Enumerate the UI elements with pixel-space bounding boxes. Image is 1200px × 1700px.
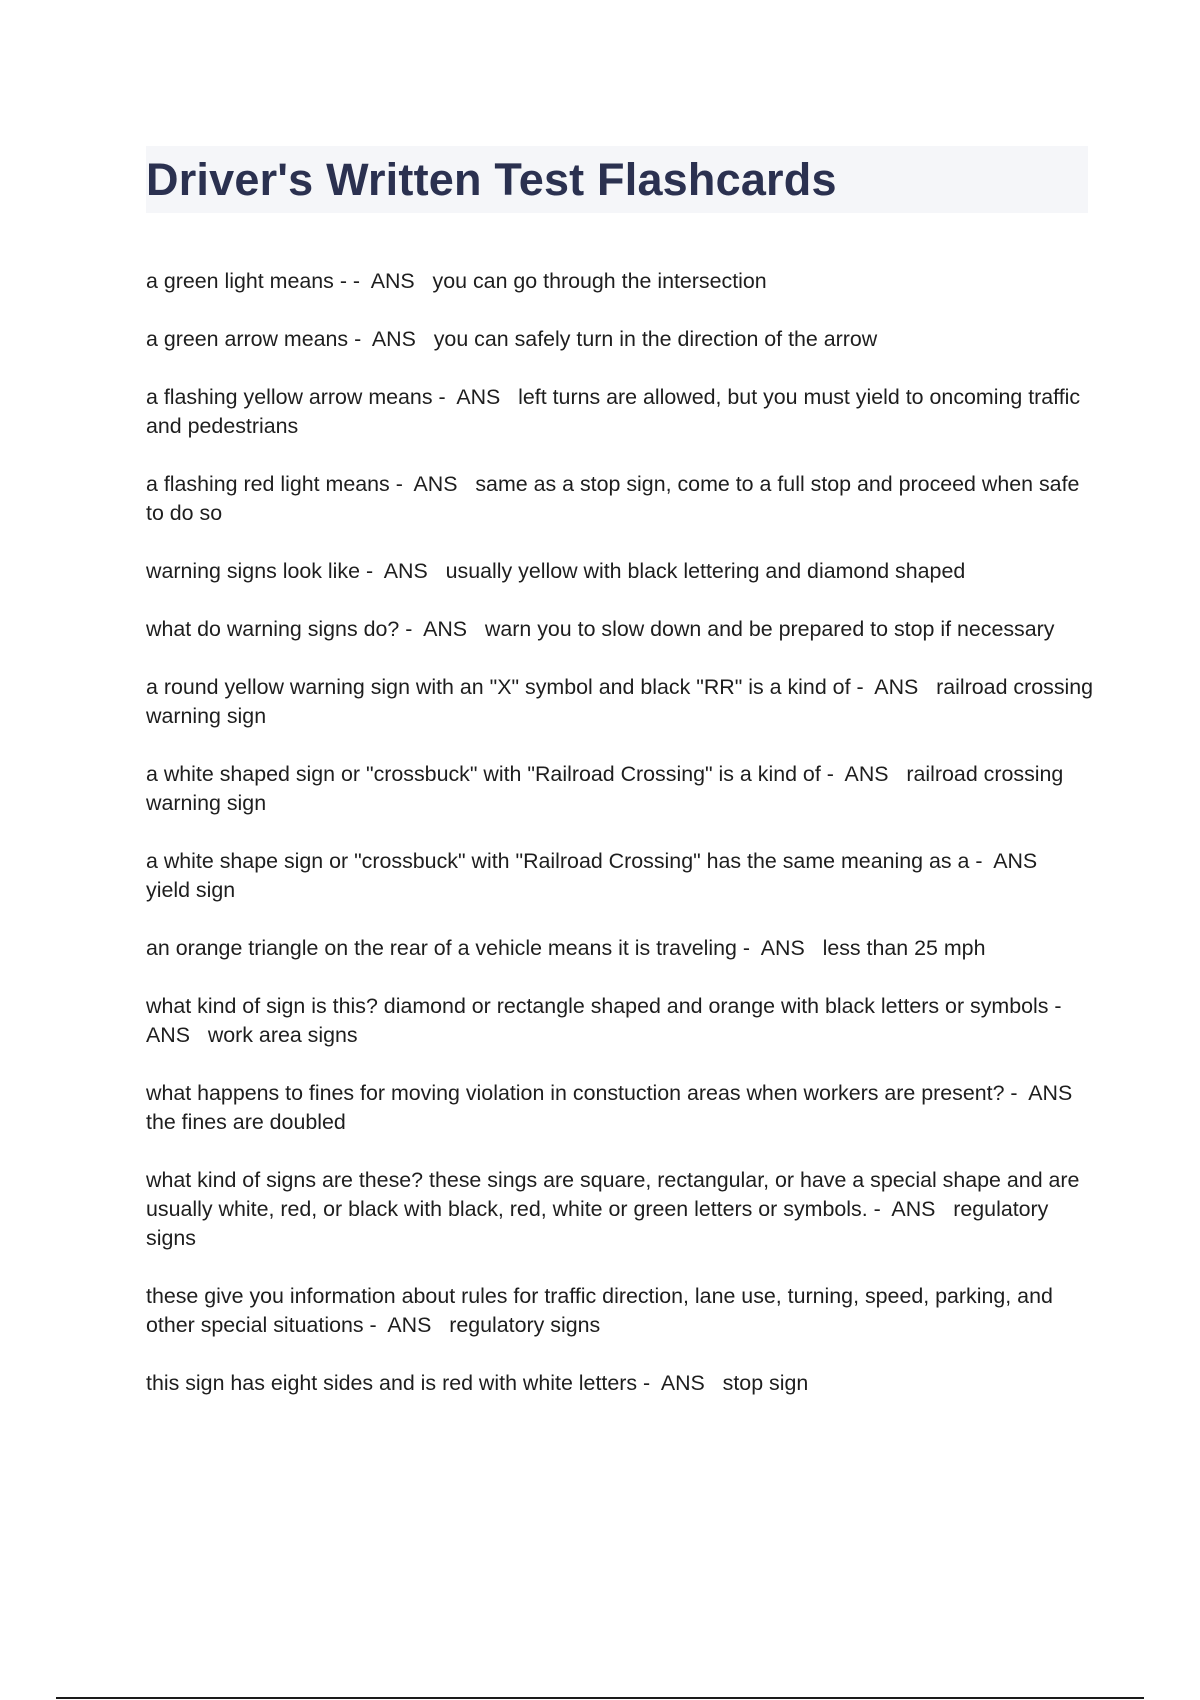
flashcard-item xyxy=(146,673,1100,731)
flashcard-answer: less than 25 mph xyxy=(822,936,986,960)
flashcard-answer: left turns are allowed, but you must yield to oncoming traffic and pedestrians xyxy=(146,385,1087,438)
flashcard-question: what do warning signs do? - xyxy=(146,617,413,641)
flashcard-item xyxy=(146,1282,1096,1340)
flashcard-answer: regulatory signs xyxy=(146,1197,1055,1250)
flashcard-answer: usually yellow with black lettering and diamond shaped xyxy=(445,559,966,583)
flashcard-answer: you can safely turn in the direction of the arrow xyxy=(433,327,878,351)
flashcard-question: what kind of sign is this? diamond or rectangle shaped and orange with black letters or symbols - xyxy=(146,994,1062,1018)
flashcard-ans-marker: ANS xyxy=(402,472,476,496)
flashcard-ans-marker: ANS xyxy=(445,385,519,409)
flashcard-ans-marker: ANS xyxy=(146,994,1073,1047)
flashcard-question: a green light means - - xyxy=(146,269,361,293)
page-title: Driver's Written Test Flashcards xyxy=(146,154,837,205)
footer-divider xyxy=(56,1697,1144,1699)
flashcard-answer: same as a stop sign, come to a full stop and proceed when safe to do so xyxy=(146,472,1086,525)
flashcard-item xyxy=(146,325,1096,354)
flashcard-item xyxy=(146,470,1096,528)
flashcard-answer: regulatory signs xyxy=(449,1313,601,1337)
flashcard-list xyxy=(146,267,1100,1427)
flashcard-question: an orange triangle on the rear of a vehicle means it is traveling - xyxy=(146,936,751,960)
flashcard-ans-marker: ANS xyxy=(863,675,937,699)
flashcard-ans-marker: ANS xyxy=(833,762,907,786)
flashcard-question: what happens to fines for moving violation in constuction areas when workers are present? - xyxy=(146,1081,1018,1105)
flashcard-answer: yield sign xyxy=(146,878,236,902)
flashcard-item xyxy=(146,992,1096,1050)
flashcard-ans-marker: ANS xyxy=(360,269,433,293)
flashcard-ans-marker: ANS xyxy=(1017,1081,1091,1105)
flashcard-ans-marker: ANS xyxy=(650,1371,723,1395)
flashcard-item xyxy=(146,383,1096,441)
flashcard-ans-marker: ANS xyxy=(373,559,446,583)
flashcard-question: what kind of signs are these? these sings are square, rectangular, or have a special shape and are usually white, red, or black with black, red, white or green letters or symbols. - xyxy=(146,1168,1086,1221)
flashcard-item xyxy=(146,1166,1096,1253)
flashcard-item xyxy=(146,1079,1096,1137)
flashcard-answer: work area signs xyxy=(207,1023,358,1047)
flashcard-ans-marker: ANS xyxy=(982,849,1056,873)
flashcard-question: a white shaped sign or "crossbuck" with "Railroad Crossing" is a kind of - xyxy=(146,762,834,786)
flashcard-ans-marker: ANS xyxy=(361,327,434,351)
flashcard-question: a flashing red light means - xyxy=(146,472,403,496)
flashcard-question: a flashing yellow arrow means - xyxy=(146,385,446,409)
flashcard-question: a round yellow warning sign with an "X" symbol and black "RR" is a kind of - xyxy=(146,675,864,699)
flashcard-answer: the fines are doubled xyxy=(146,1110,346,1134)
flashcard-ans-marker: ANS xyxy=(750,936,823,960)
flashcard-question: these give you information about rules for traffic direction, lane use, turning, speed, parking, and other special situations - xyxy=(146,1284,1059,1337)
flashcard-item xyxy=(146,557,1096,586)
flashcard-item xyxy=(146,267,1096,296)
flashcard-answer: railroad crossing warning sign xyxy=(146,762,1070,815)
flashcard-answer: stop sign xyxy=(722,1371,809,1395)
flashcard-item xyxy=(146,760,1096,818)
flashcard-question: this sign has eight sides and is red with white letters - xyxy=(146,1371,651,1395)
flashcard-item xyxy=(146,615,1096,644)
flashcard-answer: railroad crossing warning sign xyxy=(146,675,1100,728)
flashcard-item xyxy=(146,934,1096,963)
flashcard-question: a green arrow means - xyxy=(146,327,362,351)
flashcard-question: warning signs look like - xyxy=(146,559,374,583)
flashcard-question: a white shape sign or "crossbuck" with "Railroad Crossing" has the same meaning as a - xyxy=(146,849,983,873)
flashcard-answer: warn you to slow down and be prepared to stop if necessary xyxy=(484,617,1055,641)
flashcard-ans-marker: ANS xyxy=(376,1313,450,1337)
flashcard-item xyxy=(146,1369,1096,1398)
flashcard-ans-marker: ANS xyxy=(880,1197,954,1221)
flashcard-ans-marker: ANS xyxy=(412,617,485,641)
flashcard-item xyxy=(146,847,1096,905)
flashcard-answer: you can go through the intersection xyxy=(432,269,767,293)
title-banner xyxy=(146,146,1088,213)
